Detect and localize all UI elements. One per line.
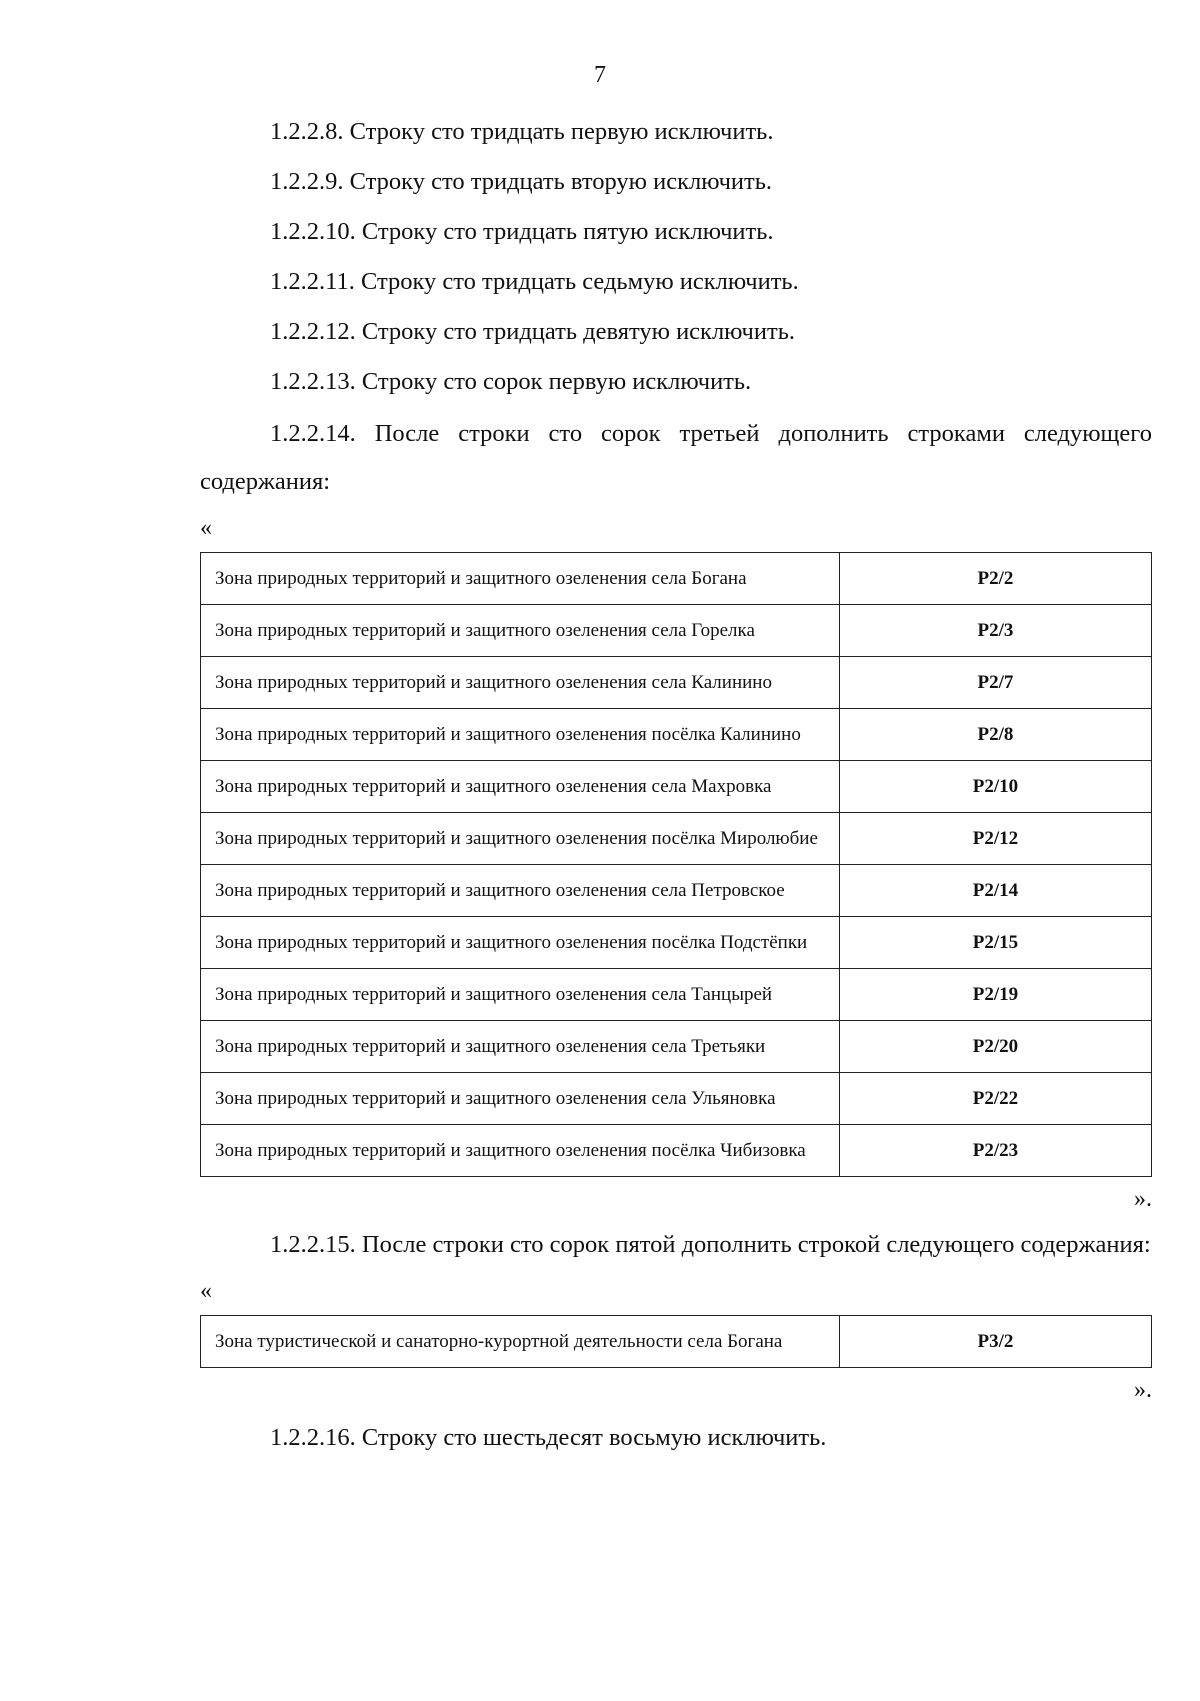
opening-quote-2: « <box>200 1278 212 1304</box>
zone-name-cell: Зона природных территорий и защитного озеленения посёлка Калинино <box>201 709 840 761</box>
table-row <box>201 605 1152 657</box>
zone-code-cell: Р2/15 <box>840 917 1152 969</box>
paragraph-1-2-2-14: 1.2.2.14. После строки сто сорок третьей дополнить строками следующего содержания: <box>200 420 1152 495</box>
zone-name-cell: Зона туристической и санаторно-курортной деятельности села Богана <box>201 1316 840 1368</box>
document-body <box>200 118 1152 1474</box>
zone-name-cell: Зона природных территорий и защитного озеленения села Третьяки <box>201 1021 840 1073</box>
zone-name-cell: Зона природных территорий и защитного озеленения села Петровское <box>201 865 840 917</box>
table-row <box>201 657 1152 709</box>
zone-code-cell: Р2/10 <box>840 761 1152 813</box>
table-row <box>201 1316 1152 1368</box>
zone-name-cell: Зона природных территорий и защитного озеленения посёлка Подстёпки <box>201 917 840 969</box>
zone-name-cell: Зона природных территорий и защитного озеленения посёлка Миролюбие <box>201 813 840 865</box>
zone-code-cell: Р2/20 <box>840 1021 1152 1073</box>
zone-name-cell: Зона природных территорий и защитного озеленения села Ульяновка <box>201 1073 840 1125</box>
table-row <box>201 553 1152 605</box>
table-row <box>201 969 1152 1021</box>
paragraph-1-2-2-9: 1.2.2.9. Строку сто тридцать вторую исключить. <box>270 168 773 195</box>
zone-name-cell: Зона природных территорий и защитного озеленения села Махровка <box>201 761 840 813</box>
table-row <box>201 1125 1152 1177</box>
page-number: 7 <box>594 62 606 88</box>
paragraph-1-2-2-13: 1.2.2.13. Строку сто сорок первую исключить. <box>270 368 752 395</box>
zone-name-cell: Зона природных территорий и защитного озеленения посёлка Чибизовка <box>201 1125 840 1177</box>
paragraph-1-2-2-8: 1.2.2.8. Строку сто тридцать первую исключить. <box>270 118 774 145</box>
zone-code-cell: Р2/23 <box>840 1125 1152 1177</box>
table-row <box>201 1073 1152 1125</box>
paragraph-1-2-2-12: 1.2.2.12. Строку сто тридцать девятую исключить. <box>270 318 795 345</box>
closing-quote-2: ». <box>1134 1377 1152 1403</box>
zone-code-cell: Р2/8 <box>840 709 1152 761</box>
paragraph-1-2-2-10: 1.2.2.10. Строку сто тридцать пятую исключить. <box>270 218 774 245</box>
paragraph-1-2-2-11: 1.2.2.11. Строку сто тридцать седьмую исключить. <box>270 268 799 295</box>
table-row <box>201 1021 1152 1073</box>
table-row <box>201 865 1152 917</box>
paragraph-1-2-2-16: 1.2.2.16. Строку сто шестьдесят восьмую исключить. <box>270 1424 827 1451</box>
paragraph-1-2-2-15: 1.2.2.15. После строки сто сорок пятой дополнить строкой следующего содержания: <box>270 1231 1151 1258</box>
table-row <box>201 917 1152 969</box>
zone-code-cell: Р3/2 <box>840 1316 1152 1368</box>
zone-code-cell: Р2/22 <box>840 1073 1152 1125</box>
zone-code-cell: Р2/14 <box>840 865 1152 917</box>
zones-table-1 <box>200 552 1152 1177</box>
zone-name-cell: Зона природных территорий и защитного озеленения села Калинино <box>201 657 840 709</box>
zone-code-cell: Р2/12 <box>840 813 1152 865</box>
table-row <box>201 709 1152 761</box>
opening-quote: « <box>200 515 212 541</box>
zone-name-cell: Зона природных территорий и защитного озеленения села Танцырей <box>201 969 840 1021</box>
zones-table-2 <box>200 1315 1152 1368</box>
zone-code-cell: Р2/2 <box>840 553 1152 605</box>
zone-code-cell: Р2/7 <box>840 657 1152 709</box>
zone-name-cell: Зона природных территорий и защитного озеленения села Богана <box>201 553 840 605</box>
table-row <box>201 761 1152 813</box>
zone-name-cell: Зона природных территорий и защитного озеленения села Горелка <box>201 605 840 657</box>
table-row <box>201 813 1152 865</box>
zone-code-cell: Р2/19 <box>840 969 1152 1021</box>
zone-code-cell: Р2/3 <box>840 605 1152 657</box>
closing-quote-1: ». <box>1134 1186 1152 1212</box>
